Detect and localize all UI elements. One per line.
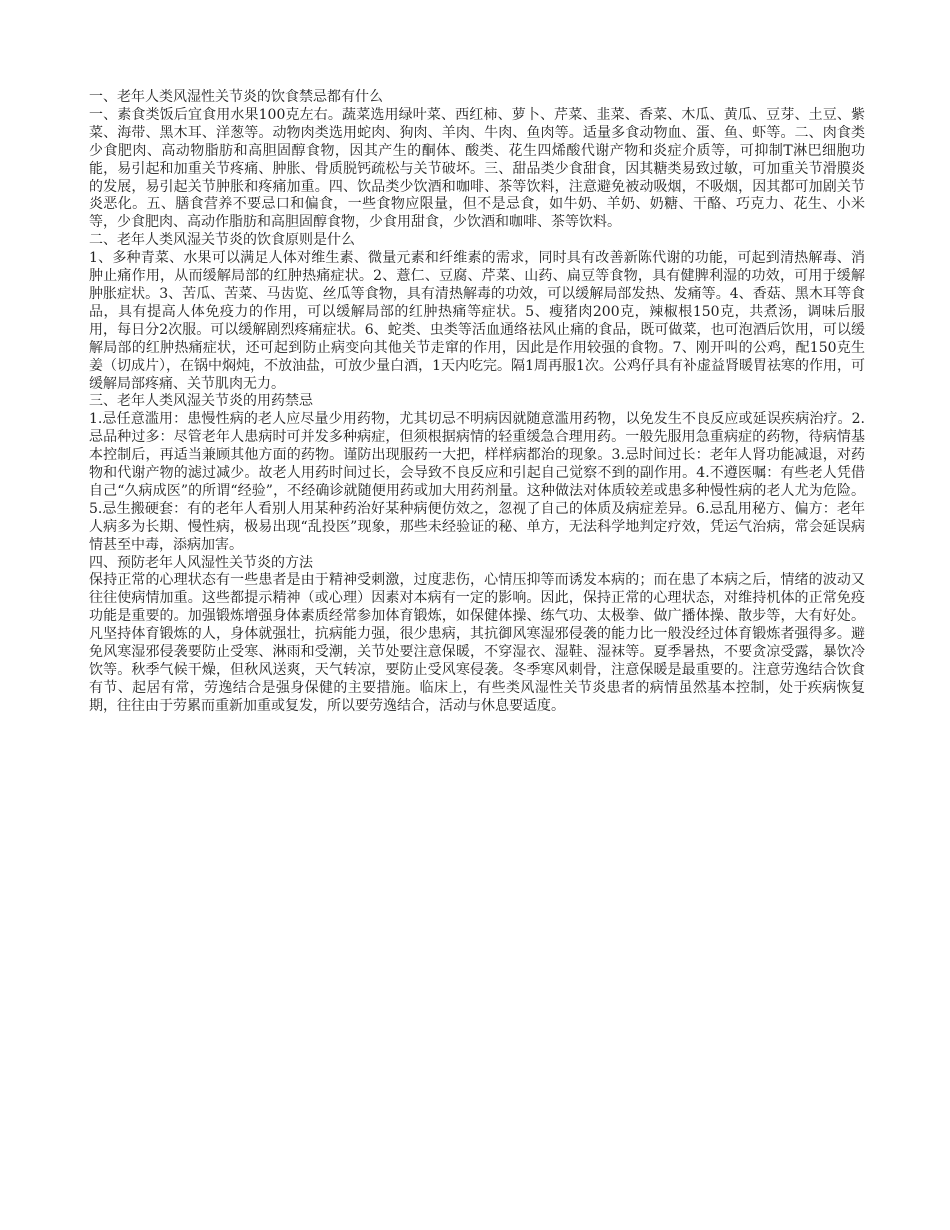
document-page [89,89,865,716]
section-heading: 三、老年人类风湿关节炎的用药禁忌 [89,393,313,410]
section-paragraph: 保持正常的心理状态有一些患者是由于精神受刺激，过度悲伤，心情压抑等而诱发本病的；而在患了本病之后，情绪的波动又往往使病情加重。这些都提示精神（或心理）因素对本病有一定的影响。因此，保持正常的心理状态，对维持机体的正常免疫功能是重要的。加强锻炼增强身体素质经常参加体育锻炼，如保健体操、练气功、太极拳、做广播体操、散步等，大有好处。凡坚持体育锻炼的人，身体就强壮，抗病能力强，很少患病，其抗御风寒湿邪侵袭的能力比一般没经过体育锻炼者强得多。避免风寒湿邪侵袭要防止受寒、淋雨和受潮，关节处要注意保暖，不穿湿衣、湿鞋、湿袜等。夏季暑热，不要贪凉受露，暴饮冷饮等。秋季气候干燥，但秋风送爽，天气转凉，要防止受风寒侵袭。冬季寒风刺骨，注意保暖是最重要的。注意劳逸结合饮食有节、起居有常，劳逸结合是强身保健的主要措施。临床上，有些类风湿性关节炎患者的病情虽然基本控制，处于疾病恢复期，往往由于劳累而重新加重或复发，所以要劳逸结合，活动与休息要适度。 [89,572,865,714]
section-medication-taboos [89,393,865,554]
section-heading: 四、预防老年人风湿性关节炎的方法 [89,554,313,571]
section-heading: 一、老年人类风湿性关节炎的饮食禁忌都有什么 [89,89,383,105]
section-prevention-methods [89,555,865,716]
section-diet-principles [89,232,865,393]
section-diet-taboos [89,89,865,232]
section-heading: 二、老年人类风湿关节炎的饮食原则是什么 [89,232,355,249]
section-paragraph: 一、素食类饭后宜食用水果100克左右。蔬菜选用绿叶菜、西红柿、萝卜、芹菜、韭菜、香菜、木瓜、黄瓜、豆芽、土豆、紫菜、海带、黑木耳、洋葱等。动物肉类选用蛇肉、狗肉、羊肉、牛肉、鱼肉等。适量多食动物血、蛋、鱼、虾等。二、肉食类少食肥肉、高动物脂肪和高胆固醇食物，因其产生的酮体、酸类、花生四烯酸代谢产物和炎症介质等，可抑制T淋巴细胞功能，易引起和加重关节疼痛、肿胀、骨质脱钙疏松与关节破坏。三、甜品类少食甜食，因其糖类易致过敏，可加重关节滑膜炎的发展，易引起关节肿胀和疼痛加重。四、饮品类少饮酒和咖啡、茶等饮料，注意避免被动吸烟，不吸烟，因其都可加剧关节炎恶化。五、膳食营养不要忌口和偏食，一些食物应限量，但不是忌食，如牛奶、羊奶、奶糖、干酪、巧克力、花生、小米等，少食肥肉、高动作脂肪和高胆固醇食物，少食用甜食，少饮酒和咖啡、茶等饮料。 [89,106,865,231]
section-paragraph: 1.忌任意滥用：患慢性病的老人应尽量少用药物，尤其切忌不明病因就随意滥用药物，以免发生不良反应或延误疾病治疗。2.忌品种过多：尽管老年人患病时可并发多种病症，但须根据病情的轻重缓急合理用药。一般先服用急重病症的药物，待病情基本控制后，再适当兼顾其他方面的药物。谨防出现服药一大把，样样病都治的现象。3.忌时间过长：老年人肾功能减退，对药物和代谢产物的滤过减少。故老人用药时间过长，会导致不良反应和引起自己觉察不到的副作用。4.不遵医嘱：有些老人凭借自己“久病成医”的所谓“经验”，不经确诊就随便用药或加大用药剂量。这种做法对体质较差或患多种慢性病的老人尤为危险。5.忌生搬硬套：有的老年人看别人用某种药治好某种病便仿效之，忽视了自己的体质及病症差异。6.忌乱用秘方、偏方：老年人病多为长期、慢性病，极易出现“乱投医”现象，那些未经验证的秘、单方，无法科学地判定疗效，凭运气治病，常会延误病情甚至中毒，添病加害。 [89,411,865,553]
section-paragraph: 1、多种青菜、水果可以满足人体对维生素、微量元素和纤维素的需求，同时具有改善新陈代谢的功能，可起到清热解毒、消肿止痛作用，从而缓解局部的红肿热痛症状。2、薏仁、豆腐、芹菜、山药、扁豆等食物，具有健脾利湿的功效，可用于缓解肿胀症状。3、苦瓜、苦菜、马齿览、丝瓜等食物，具有清热解毒的功效，可以缓解局部发热、发痛等。4、香菇、黑木耳等食品，具有提高人体免疫力的作用，可以缓解局部的红肿热痛等症状。5、瘦猪肉200克，辣椒根150克，共煮汤，调味后服用，每日分2次服。可以缓解剧烈疼痛症状。6、蛇类、虫类等活血通络祛风止痛的食品，既可做菜，也可泡酒后饮用，可以缓解局部的红肿热痛症状，还可起到防止病变向其他关节走窜的作用，因此是作用较强的食物。7、刚开叫的公鸡，配150克生姜（切成片），在锅中焖炖，不放油盐，可放少量白酒，1天内吃完。隔1周再服1次。公鸡仔具有补虚益肾暖胃祛寒的作用，可缓解局部疼痛、关节肌肉无力。 [89,250,865,392]
